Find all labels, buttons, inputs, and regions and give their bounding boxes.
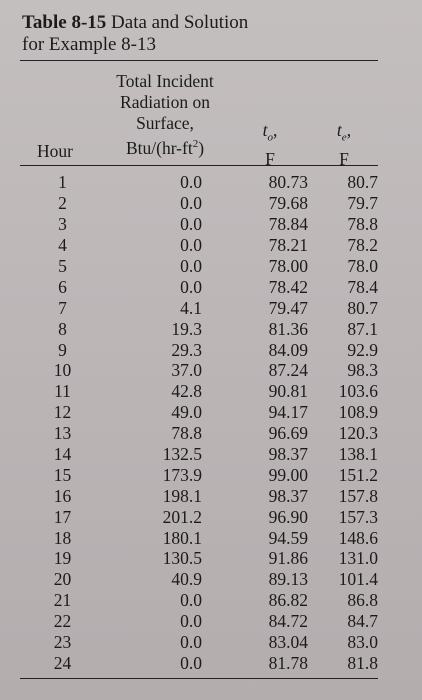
cell-outdoor-temp: 96.90 — [268, 506, 308, 527]
cell-equivalent-temp: 148.6 — [338, 527, 378, 548]
cell-equivalent-temp: 81.8 — [347, 652, 378, 673]
cell-equivalent-temp: 87.1 — [347, 318, 378, 339]
cell-hour: 3 — [58, 214, 67, 235]
cell-radiation: 173.9 — [162, 464, 202, 485]
cell-outdoor-temp: 84.09 — [268, 339, 308, 360]
top-rule — [20, 60, 378, 61]
cell-outdoor-temp: 94.59 — [268, 527, 308, 548]
cell-radiation: 0.0 — [180, 193, 202, 214]
cell-hour: 10 — [53, 360, 72, 381]
table-row — [20, 339, 378, 360]
header-te-comma: , — [346, 120, 352, 140]
cell-equivalent-temp: 120.3 — [338, 423, 378, 444]
cell-equivalent-temp: 131.0 — [338, 548, 378, 569]
cell-hour: 4 — [58, 235, 67, 256]
header-te-symbol — [314, 120, 374, 149]
table-caption — [22, 12, 248, 56]
cell-radiation: 201.2 — [162, 506, 202, 527]
table-row — [20, 423, 378, 444]
cell-radiation: 0.0 — [180, 276, 202, 297]
cell-radiation: 0.0 — [180, 632, 202, 653]
cell-outdoor-temp: 81.78 — [268, 652, 308, 673]
cell-outdoor-temp: 78.42 — [268, 276, 308, 297]
table-row — [20, 464, 378, 485]
cell-outdoor-temp: 78.84 — [268, 214, 308, 235]
cell-hour: 8 — [58, 318, 67, 339]
cell-radiation: 42.8 — [171, 381, 202, 402]
cell-hour: 14 — [53, 444, 72, 465]
cell-hour: 2 — [58, 193, 67, 214]
caption-text-2: for Example 8-13 — [22, 34, 157, 55]
cell-radiation: 132.5 — [162, 444, 202, 465]
header-te-sub: e — [341, 131, 347, 144]
cell-hour: 23 — [53, 632, 72, 653]
cell-outdoor-temp: 83.04 — [268, 632, 308, 653]
cell-hour: 16 — [53, 485, 72, 506]
table-row — [20, 256, 378, 277]
cell-equivalent-temp: 103.6 — [338, 381, 378, 402]
header-to-t: t — [262, 120, 268, 140]
cell-radiation: 78.8 — [171, 423, 202, 444]
cell-hour: 1 — [58, 172, 67, 193]
cell-radiation: 0.0 — [180, 611, 202, 632]
cell-hour: 18 — [53, 527, 72, 548]
cell-equivalent-temp: 83.0 — [347, 632, 378, 653]
cell-hour: 12 — [53, 402, 72, 423]
header-radiation-line-2: Radiation on — [120, 92, 210, 112]
table-row — [20, 193, 378, 214]
cell-outdoor-temp: 94.17 — [268, 402, 308, 423]
cell-outdoor-temp: 96.69 — [268, 423, 308, 444]
cell-outdoor-temp: 98.37 — [268, 485, 308, 506]
cell-radiation: 29.3 — [171, 339, 202, 360]
header-radiation-line-4 — [95, 134, 235, 159]
cell-outdoor-temp: 87.24 — [268, 360, 308, 381]
table-row — [20, 527, 378, 548]
cell-radiation: 198.1 — [162, 485, 202, 506]
cell-hour: 17 — [53, 506, 72, 527]
table-row — [20, 632, 378, 653]
cell-hour: 7 — [58, 297, 67, 318]
header-radiation-sup: 2 — [192, 138, 199, 150]
table-row — [20, 444, 378, 465]
cell-hour: 13 — [53, 423, 72, 444]
table-row — [20, 652, 378, 673]
cell-outdoor-temp: 91.86 — [268, 548, 308, 569]
header-hour: Hour — [37, 141, 73, 161]
cell-equivalent-temp: 78.8 — [347, 214, 378, 235]
cell-outdoor-temp: 81.36 — [268, 318, 308, 339]
header-to-comma: , — [273, 120, 278, 140]
cell-hour: 24 — [53, 652, 72, 673]
cell-radiation: 0.0 — [180, 256, 202, 276]
cell-equivalent-temp: 80.7 — [347, 297, 378, 318]
cell-outdoor-temp: 89.13 — [268, 569, 308, 590]
table-row — [20, 235, 378, 256]
cell-outdoor-temp: 79.47 — [268, 297, 308, 318]
cell-equivalent-temp: 79.7 — [347, 193, 378, 214]
table-row — [20, 360, 378, 381]
cell-equivalent-temp: 78.4 — [347, 276, 378, 297]
cell-radiation: 49.0 — [171, 402, 202, 423]
cell-radiation: 19.3 — [171, 318, 202, 339]
cell-hour: 20 — [53, 569, 72, 590]
cell-equivalent-temp: 78.2 — [347, 235, 378, 256]
cell-radiation: 0.0 — [180, 652, 202, 673]
cell-equivalent-temp: 138.1 — [338, 444, 378, 465]
table-body — [20, 172, 378, 673]
cell-hour: 9 — [58, 339, 67, 360]
header-radiation-line-1: Total Incident — [116, 71, 214, 91]
cell-radiation: 0.0 — [180, 590, 202, 611]
header-radiation — [95, 71, 235, 159]
data-table — [20, 172, 378, 673]
cell-hour: 5 — [58, 256, 67, 276]
header-te-t: t — [336, 120, 342, 140]
table-row — [20, 276, 378, 297]
cell-outdoor-temp: 90.81 — [268, 381, 308, 402]
table-row — [20, 485, 378, 506]
cell-equivalent-temp: 80.7 — [347, 172, 378, 193]
cell-hour: 15 — [53, 464, 72, 485]
header-radiation-line-3: Surface, — [136, 113, 194, 133]
header-to-unit: F — [265, 148, 275, 169]
cell-radiation: 0.0 — [180, 214, 202, 235]
cell-outdoor-temp: 80.73 — [268, 172, 308, 193]
cell-equivalent-temp: 157.3 — [338, 506, 378, 527]
header-radiation-close: ) — [198, 137, 205, 158]
table-row — [20, 318, 378, 339]
cell-hour: 11 — [54, 381, 71, 402]
cell-outdoor-temp: 98.37 — [268, 444, 308, 465]
cell-equivalent-temp: 108.9 — [338, 402, 378, 423]
table-row — [20, 402, 378, 423]
cell-outdoor-temp: 78.00 — [268, 256, 308, 276]
cell-radiation: 0.0 — [180, 235, 202, 256]
table-row — [20, 297, 378, 318]
table-row — [20, 172, 378, 193]
cell-outdoor-temp: 99.00 — [268, 464, 308, 485]
table-row — [20, 381, 378, 402]
cell-equivalent-temp: 84.7 — [347, 611, 378, 632]
cell-radiation: 130.5 — [162, 548, 202, 569]
bottom-rule — [20, 678, 378, 679]
cell-equivalent-temp: 157.8 — [338, 485, 378, 506]
header-to-sub: o — [267, 131, 273, 144]
table-row — [20, 548, 378, 569]
cell-equivalent-temp: 86.8 — [347, 590, 378, 611]
table-label: Table 8-15 — [22, 12, 107, 33]
table-row — [20, 590, 378, 611]
cell-hour: 19 — [53, 548, 72, 569]
cell-equivalent-temp: 151.2 — [338, 464, 378, 485]
cell-outdoor-temp: 78.21 — [268, 235, 308, 256]
table-row — [20, 506, 378, 527]
header-outdoor-temp — [240, 120, 300, 170]
cell-outdoor-temp: 86.82 — [268, 590, 308, 611]
header-to-symbol — [240, 120, 300, 149]
cell-radiation: 180.1 — [162, 527, 202, 548]
cell-radiation: 0.0 — [180, 172, 202, 193]
cell-radiation: 4.1 — [180, 297, 202, 318]
header-equivalent-temp — [314, 120, 374, 170]
table-row — [20, 611, 378, 632]
cell-outdoor-temp: 84.72 — [268, 611, 308, 632]
cell-equivalent-temp: 101.4 — [338, 569, 378, 590]
cell-equivalent-temp: 98.3 — [347, 360, 378, 381]
table-row — [20, 214, 378, 235]
caption-text-1: Data and Solution — [106, 12, 249, 33]
cell-outdoor-temp: 79.68 — [268, 193, 308, 214]
cell-hour: 6 — [58, 276, 67, 297]
cell-radiation: 37.0 — [171, 360, 202, 381]
header-te-unit: F — [339, 148, 349, 169]
cell-equivalent-temp: 78.0 — [347, 256, 378, 276]
cell-equivalent-temp: 92.9 — [347, 339, 378, 360]
header-radiation-unit: Btu/(hr-ft — [125, 137, 193, 158]
cell-hour: 21 — [53, 590, 72, 611]
cell-radiation: 40.9 — [171, 569, 202, 590]
cell-hour: 22 — [53, 611, 72, 632]
table-row — [20, 569, 378, 590]
header-rule — [20, 165, 378, 166]
